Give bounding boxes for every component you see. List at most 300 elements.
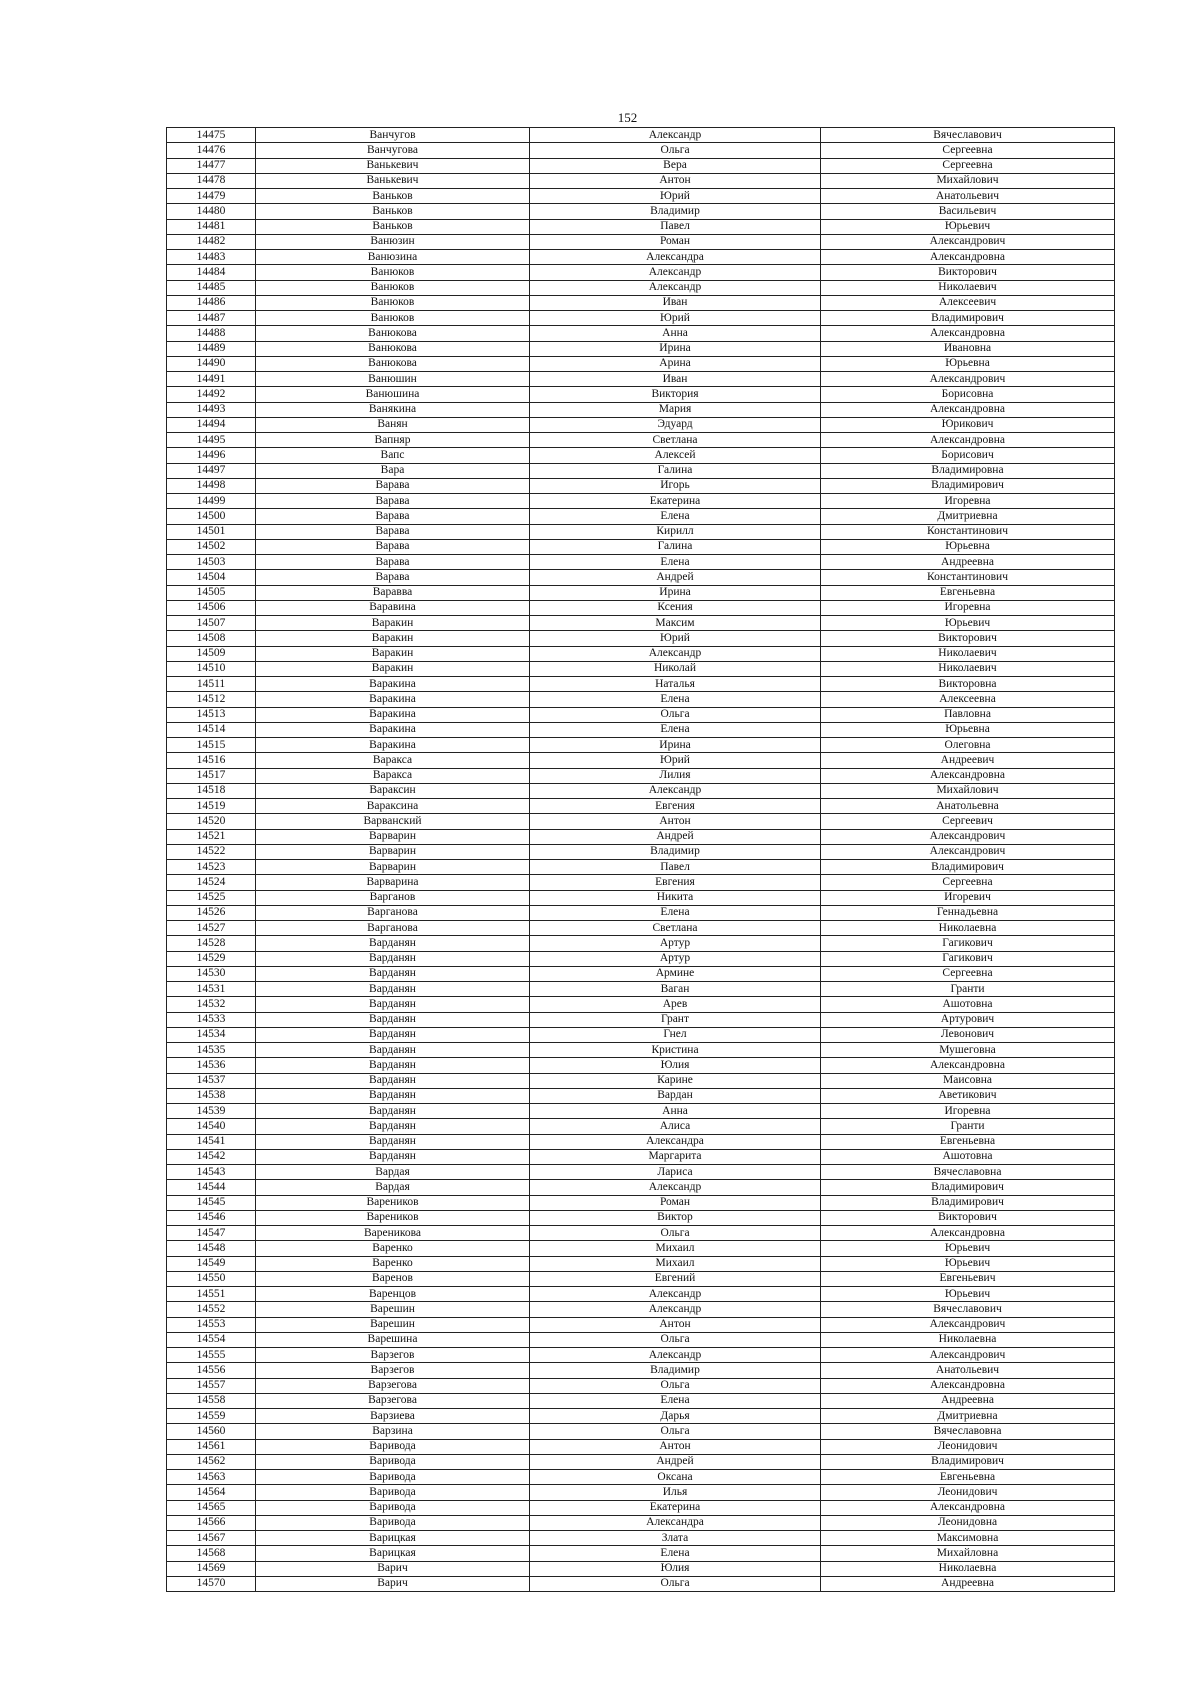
- patronymic-cell: Николаевич: [821, 646, 1115, 661]
- table-row: [167, 478, 1115, 493]
- record-number-cell: 14549: [167, 1256, 256, 1271]
- record-number-cell: 14521: [167, 829, 256, 844]
- patronymic-cell: Павловна: [821, 707, 1115, 722]
- first-name-cell: Артур: [530, 951, 821, 966]
- first-name-cell: Арев: [530, 997, 821, 1012]
- record-number-cell: 14558: [167, 1393, 256, 1408]
- patronymic-cell: Юрьевна: [821, 539, 1115, 554]
- table-row: [167, 692, 1115, 707]
- table-row: [167, 1393, 1115, 1408]
- last-name-cell: Варданян: [256, 951, 530, 966]
- record-number-cell: 14492: [167, 387, 256, 402]
- table-row: [167, 539, 1115, 554]
- last-name-cell: Варзегова: [256, 1393, 530, 1408]
- record-number-cell: 14528: [167, 936, 256, 951]
- table-row: [167, 738, 1115, 753]
- record-number-cell: 14536: [167, 1058, 256, 1073]
- first-name-cell: Ольга: [530, 143, 821, 158]
- patronymic-cell: Николаевич: [821, 280, 1115, 295]
- first-name-cell: Арина: [530, 356, 821, 371]
- record-number-cell: 14542: [167, 1149, 256, 1164]
- first-name-cell: Екатерина: [530, 1500, 821, 1515]
- first-name-cell: Александр: [530, 1287, 821, 1302]
- table-row: [167, 1073, 1115, 1088]
- record-number-cell: 14498: [167, 478, 256, 493]
- record-number-cell: 14559: [167, 1409, 256, 1424]
- patronymic-cell: Леонидович: [821, 1485, 1115, 1500]
- last-name-cell: Варакса: [256, 753, 530, 768]
- last-name-cell: Варданян: [256, 1134, 530, 1149]
- record-number-cell: 14569: [167, 1561, 256, 1576]
- first-name-cell: Александр: [530, 265, 821, 280]
- patronymic-cell: Юрьевич: [821, 219, 1115, 234]
- patronymic-cell: Олеговна: [821, 738, 1115, 753]
- last-name-cell: Варварина: [256, 875, 530, 890]
- table-row: [167, 463, 1115, 478]
- record-number-cell: 14539: [167, 1104, 256, 1119]
- record-number-cell: 14506: [167, 600, 256, 615]
- last-name-cell: Варзегов: [256, 1363, 530, 1378]
- first-name-cell: Галина: [530, 539, 821, 554]
- last-name-cell: Варданян: [256, 1027, 530, 1042]
- patronymic-cell: Гранти: [821, 1119, 1115, 1134]
- last-name-cell: Ванюшина: [256, 387, 530, 402]
- table-row: [167, 753, 1115, 768]
- record-number-cell: 14518: [167, 783, 256, 798]
- patronymic-cell: Николаевна: [821, 1332, 1115, 1347]
- record-number-cell: 14507: [167, 616, 256, 631]
- patronymic-cell: Константинович: [821, 570, 1115, 585]
- first-name-cell: Елена: [530, 1393, 821, 1408]
- table-row: [167, 814, 1115, 829]
- first-name-cell: Юлия: [530, 1058, 821, 1073]
- table-row: [167, 966, 1115, 981]
- patronymic-cell: Николаевна: [821, 921, 1115, 936]
- patronymic-cell: Александровна: [821, 1226, 1115, 1241]
- record-number-cell: 14557: [167, 1378, 256, 1393]
- first-name-cell: Ваган: [530, 982, 821, 997]
- first-name-cell: Алексей: [530, 448, 821, 463]
- last-name-cell: Ванюков: [256, 311, 530, 326]
- last-name-cell: Вардая: [256, 1165, 530, 1180]
- last-name-cell: Ванюкова: [256, 341, 530, 356]
- first-name-cell: Игорь: [530, 478, 821, 493]
- roster-body: [167, 128, 1115, 1592]
- record-number-cell: 14489: [167, 341, 256, 356]
- record-number-cell: 14533: [167, 1012, 256, 1027]
- record-number-cell: 14570: [167, 1576, 256, 1591]
- table-row: [167, 1500, 1115, 1515]
- patronymic-cell: Александровна: [821, 433, 1115, 448]
- patronymic-cell: Евгеньевна: [821, 585, 1115, 600]
- last-name-cell: Варицкая: [256, 1546, 530, 1561]
- first-name-cell: Антон: [530, 814, 821, 829]
- table-row: [167, 1485, 1115, 1500]
- patronymic-cell: Гагикович: [821, 936, 1115, 951]
- last-name-cell: Варакина: [256, 707, 530, 722]
- record-number-cell: 14527: [167, 921, 256, 936]
- record-number-cell: 14529: [167, 951, 256, 966]
- table-row: [167, 921, 1115, 936]
- record-number-cell: 14514: [167, 722, 256, 737]
- last-name-cell: Варакин: [256, 661, 530, 676]
- first-name-cell: Елена: [530, 692, 821, 707]
- record-number-cell: 14550: [167, 1271, 256, 1286]
- table-row: [167, 234, 1115, 249]
- record-number-cell: 14547: [167, 1226, 256, 1241]
- table-row: [167, 555, 1115, 570]
- table-row: [167, 402, 1115, 417]
- first-name-cell: Юрий: [530, 311, 821, 326]
- record-number-cell: 14504: [167, 570, 256, 585]
- record-number-cell: 14484: [167, 265, 256, 280]
- last-name-cell: Варакина: [256, 738, 530, 753]
- patronymic-cell: Михайловна: [821, 1546, 1115, 1561]
- table-row: [167, 1317, 1115, 1332]
- patronymic-cell: Александрович: [821, 829, 1115, 844]
- table-row: [167, 951, 1115, 966]
- table-row: [167, 707, 1115, 722]
- record-number-cell: 14476: [167, 143, 256, 158]
- first-name-cell: Елена: [530, 555, 821, 570]
- table-row: [167, 1195, 1115, 1210]
- table-row: [167, 1515, 1115, 1530]
- last-name-cell: Варава: [256, 555, 530, 570]
- table-row: [167, 1058, 1115, 1073]
- table-row: [167, 890, 1115, 905]
- patronymic-cell: Гагикович: [821, 951, 1115, 966]
- table-row: [167, 768, 1115, 783]
- patronymic-cell: Сергеевна: [821, 143, 1115, 158]
- patronymic-cell: Юрьевич: [821, 1241, 1115, 1256]
- last-name-cell: Варданян: [256, 936, 530, 951]
- patronymic-cell: Юрьевич: [821, 1256, 1115, 1271]
- table-row: [167, 1561, 1115, 1576]
- last-name-cell: Вапняр: [256, 433, 530, 448]
- first-name-cell: Юрий: [530, 631, 821, 646]
- last-name-cell: Варганова: [256, 921, 530, 936]
- last-name-cell: Варавина: [256, 600, 530, 615]
- table-row: [167, 524, 1115, 539]
- first-name-cell: Наталья: [530, 677, 821, 692]
- first-name-cell: Владимир: [530, 844, 821, 859]
- first-name-cell: Екатерина: [530, 494, 821, 509]
- patronymic-cell: Александрович: [821, 234, 1115, 249]
- table-row: [167, 860, 1115, 875]
- last-name-cell: Ванчугова: [256, 143, 530, 158]
- patronymic-cell: Гранти: [821, 982, 1115, 997]
- last-name-cell: Варава: [256, 494, 530, 509]
- record-number-cell: 14564: [167, 1485, 256, 1500]
- patronymic-cell: Юрьевич: [821, 1287, 1115, 1302]
- patronymic-cell: Андреевна: [821, 1393, 1115, 1408]
- first-name-cell: Злата: [530, 1531, 821, 1546]
- table-row: [167, 1470, 1115, 1485]
- table-row: [167, 1119, 1115, 1134]
- record-number-cell: 14503: [167, 555, 256, 570]
- first-name-cell: Гнел: [530, 1027, 821, 1042]
- first-name-cell: Максим: [530, 616, 821, 631]
- first-name-cell: Павел: [530, 860, 821, 875]
- record-number-cell: 14523: [167, 860, 256, 875]
- record-number-cell: 14534: [167, 1027, 256, 1042]
- table-row: [167, 433, 1115, 448]
- last-name-cell: Варивода: [256, 1515, 530, 1530]
- last-name-cell: Варешина: [256, 1332, 530, 1347]
- table-row: [167, 936, 1115, 951]
- patronymic-cell: Александровна: [821, 768, 1115, 783]
- table-row: [167, 1180, 1115, 1195]
- patronymic-cell: Сергеевна: [821, 158, 1115, 173]
- first-name-cell: Александр: [530, 1348, 821, 1363]
- record-number-cell: 14496: [167, 448, 256, 463]
- record-number-cell: 14553: [167, 1317, 256, 1332]
- last-name-cell: Варданян: [256, 982, 530, 997]
- page-number: 152: [617, 110, 638, 125]
- table-row: [167, 1348, 1115, 1363]
- record-number-cell: 14551: [167, 1287, 256, 1302]
- first-name-cell: Иван: [530, 372, 821, 387]
- first-name-cell: Александр: [530, 280, 821, 295]
- patronymic-cell: Александрович: [821, 1317, 1115, 1332]
- record-number-cell: 14531: [167, 982, 256, 997]
- last-name-cell: Ванян: [256, 417, 530, 432]
- last-name-cell: Вапс: [256, 448, 530, 463]
- record-number-cell: 14524: [167, 875, 256, 890]
- record-number-cell: 14477: [167, 158, 256, 173]
- first-name-cell: Светлана: [530, 921, 821, 936]
- table-row: [167, 326, 1115, 341]
- first-name-cell: Вера: [530, 158, 821, 173]
- first-name-cell: Роман: [530, 1195, 821, 1210]
- patronymic-cell: Владимирович: [821, 478, 1115, 493]
- record-number-cell: 14485: [167, 280, 256, 295]
- last-name-cell: Варданян: [256, 1058, 530, 1073]
- table-row: [167, 1271, 1115, 1286]
- table-row: [167, 722, 1115, 737]
- first-name-cell: Ольга: [530, 1378, 821, 1393]
- last-name-cell: Ваньков: [256, 189, 530, 204]
- patronymic-cell: Владимирович: [821, 1180, 1115, 1195]
- first-name-cell: Ольга: [530, 1332, 821, 1347]
- table-row: [167, 570, 1115, 585]
- record-number-cell: 14520: [167, 814, 256, 829]
- first-name-cell: Анна: [530, 326, 821, 341]
- last-name-cell: Варивода: [256, 1500, 530, 1515]
- first-name-cell: Лариса: [530, 1165, 821, 1180]
- patronymic-cell: Игоревна: [821, 494, 1115, 509]
- first-name-cell: Артур: [530, 936, 821, 951]
- last-name-cell: Варакина: [256, 692, 530, 707]
- last-name-cell: Ванькевич: [256, 173, 530, 188]
- patronymic-cell: Юрикович: [821, 417, 1115, 432]
- last-name-cell: Варзегова: [256, 1378, 530, 1393]
- patronymic-cell: Владимирович: [821, 311, 1115, 326]
- table-row: [167, 661, 1115, 676]
- first-name-cell: Антон: [530, 1439, 821, 1454]
- table-row: [167, 1576, 1115, 1591]
- last-name-cell: Ванюзина: [256, 250, 530, 265]
- last-name-cell: Варванский: [256, 814, 530, 829]
- first-name-cell: Никита: [530, 890, 821, 905]
- first-name-cell: Александра: [530, 250, 821, 265]
- table-row: [167, 204, 1115, 219]
- first-name-cell: Ольга: [530, 1226, 821, 1241]
- table-row: [167, 1210, 1115, 1225]
- table-row: [167, 1531, 1115, 1546]
- last-name-cell: Вараксин: [256, 783, 530, 798]
- last-name-cell: Варенцов: [256, 1287, 530, 1302]
- record-number-cell: 14568: [167, 1546, 256, 1561]
- first-name-cell: Евгения: [530, 875, 821, 890]
- first-name-cell: Александр: [530, 646, 821, 661]
- last-name-cell: Ванюзин: [256, 234, 530, 249]
- patronymic-cell: Максимовна: [821, 1531, 1115, 1546]
- patronymic-cell: Андреевна: [821, 555, 1115, 570]
- record-number-cell: 14512: [167, 692, 256, 707]
- patronymic-cell: Александровна: [821, 402, 1115, 417]
- last-name-cell: Варганов: [256, 890, 530, 905]
- patronymic-cell: Ивановна: [821, 341, 1115, 356]
- patronymic-cell: Викторович: [821, 265, 1115, 280]
- first-name-cell: Кирилл: [530, 524, 821, 539]
- table-row: [167, 1134, 1115, 1149]
- patronymic-cell: Викторовна: [821, 677, 1115, 692]
- last-name-cell: Ванькевич: [256, 158, 530, 173]
- last-name-cell: Варакина: [256, 677, 530, 692]
- last-name-cell: Варич: [256, 1576, 530, 1591]
- first-name-cell: Ксения: [530, 600, 821, 615]
- last-name-cell: Вардая: [256, 1180, 530, 1195]
- table-row: [167, 1409, 1115, 1424]
- record-number-cell: 14548: [167, 1241, 256, 1256]
- table-row: [167, 387, 1115, 402]
- first-name-cell: Александра: [530, 1515, 821, 1530]
- last-name-cell: Варданян: [256, 997, 530, 1012]
- last-name-cell: Вара: [256, 463, 530, 478]
- last-name-cell: Ванюков: [256, 265, 530, 280]
- record-number-cell: 14555: [167, 1348, 256, 1363]
- record-number-cell: 14500: [167, 509, 256, 524]
- table-row: [167, 1363, 1115, 1378]
- record-number-cell: 14543: [167, 1165, 256, 1180]
- last-name-cell: Варенов: [256, 1271, 530, 1286]
- first-name-cell: Юлия: [530, 1561, 821, 1576]
- patronymic-cell: Геннадьевна: [821, 905, 1115, 920]
- record-number-cell: 14540: [167, 1119, 256, 1134]
- record-number-cell: 14497: [167, 463, 256, 478]
- patronymic-cell: Вячеславовна: [821, 1424, 1115, 1439]
- last-name-cell: Варзина: [256, 1424, 530, 1439]
- last-name-cell: Варданян: [256, 1088, 530, 1103]
- first-name-cell: Виктория: [530, 387, 821, 402]
- table-row: [167, 356, 1115, 371]
- table-row: [167, 295, 1115, 310]
- patronymic-cell: Аветикович: [821, 1088, 1115, 1103]
- patronymic-cell: Николаевна: [821, 1561, 1115, 1576]
- first-name-cell: Александр: [530, 1302, 821, 1317]
- last-name-cell: Варварин: [256, 829, 530, 844]
- first-name-cell: Павел: [530, 219, 821, 234]
- patronymic-cell: Андреевна: [821, 1576, 1115, 1591]
- record-number-cell: 14535: [167, 1043, 256, 1058]
- patronymic-cell: Борисович: [821, 448, 1115, 463]
- patronymic-cell: Александрович: [821, 372, 1115, 387]
- patronymic-cell: Владимирович: [821, 1454, 1115, 1469]
- record-number-cell: 14481: [167, 219, 256, 234]
- first-name-cell: Алиса: [530, 1119, 821, 1134]
- first-name-cell: Грант: [530, 1012, 821, 1027]
- first-name-cell: Андрей: [530, 829, 821, 844]
- first-name-cell: Юрий: [530, 189, 821, 204]
- last-name-cell: Варданян: [256, 1043, 530, 1058]
- record-number-cell: 14480: [167, 204, 256, 219]
- patronymic-cell: Викторович: [821, 631, 1115, 646]
- first-name-cell: Дарья: [530, 1409, 821, 1424]
- record-number-cell: 14499: [167, 494, 256, 509]
- last-name-cell: Варварин: [256, 860, 530, 875]
- first-name-cell: Ольга: [530, 1576, 821, 1591]
- patronymic-cell: Борисовна: [821, 387, 1115, 402]
- record-number-cell: 14525: [167, 890, 256, 905]
- table-row: [167, 783, 1115, 798]
- table-row: [167, 509, 1115, 524]
- first-name-cell: Антон: [530, 173, 821, 188]
- last-name-cell: Ванюков: [256, 295, 530, 310]
- table-row: [167, 1226, 1115, 1241]
- first-name-cell: Владимир: [530, 204, 821, 219]
- patronymic-cell: Викторович: [821, 1210, 1115, 1225]
- record-number-cell: 14491: [167, 372, 256, 387]
- record-number-cell: 14513: [167, 707, 256, 722]
- patronymic-cell: Владимировна: [821, 463, 1115, 478]
- patronymic-cell: Владимирович: [821, 860, 1115, 875]
- last-name-cell: Варданян: [256, 1119, 530, 1134]
- table-row: [167, 1439, 1115, 1454]
- last-name-cell: Варварин: [256, 844, 530, 859]
- patronymic-cell: Ашотовна: [821, 997, 1115, 1012]
- last-name-cell: Ванякина: [256, 402, 530, 417]
- first-name-cell: Эдуард: [530, 417, 821, 432]
- last-name-cell: Варава: [256, 524, 530, 539]
- patronymic-cell: Дмитриевна: [821, 509, 1115, 524]
- last-name-cell: Варданян: [256, 1012, 530, 1027]
- last-name-cell: Ванюков: [256, 280, 530, 295]
- record-number-cell: 14537: [167, 1073, 256, 1088]
- patronymic-cell: Мушеговна: [821, 1043, 1115, 1058]
- roster-table: [166, 127, 1115, 1592]
- patronymic-cell: Юрьевна: [821, 722, 1115, 737]
- table-row: [167, 189, 1115, 204]
- record-number-cell: 14509: [167, 646, 256, 661]
- table-row: [167, 280, 1115, 295]
- last-name-cell: Варакин: [256, 646, 530, 661]
- table-row: [167, 677, 1115, 692]
- first-name-cell: Анна: [530, 1104, 821, 1119]
- last-name-cell: Варивода: [256, 1439, 530, 1454]
- patronymic-cell: Александровна: [821, 326, 1115, 341]
- first-name-cell: Владимир: [530, 1363, 821, 1378]
- record-number-cell: 14545: [167, 1195, 256, 1210]
- record-number-cell: 14567: [167, 1531, 256, 1546]
- record-number-cell: 14556: [167, 1363, 256, 1378]
- last-name-cell: Варакса: [256, 768, 530, 783]
- table-row: [167, 219, 1115, 234]
- first-name-cell: Александр: [530, 128, 821, 143]
- table-row: [167, 1256, 1115, 1271]
- last-name-cell: Ванюшин: [256, 372, 530, 387]
- record-number-cell: 14486: [167, 295, 256, 310]
